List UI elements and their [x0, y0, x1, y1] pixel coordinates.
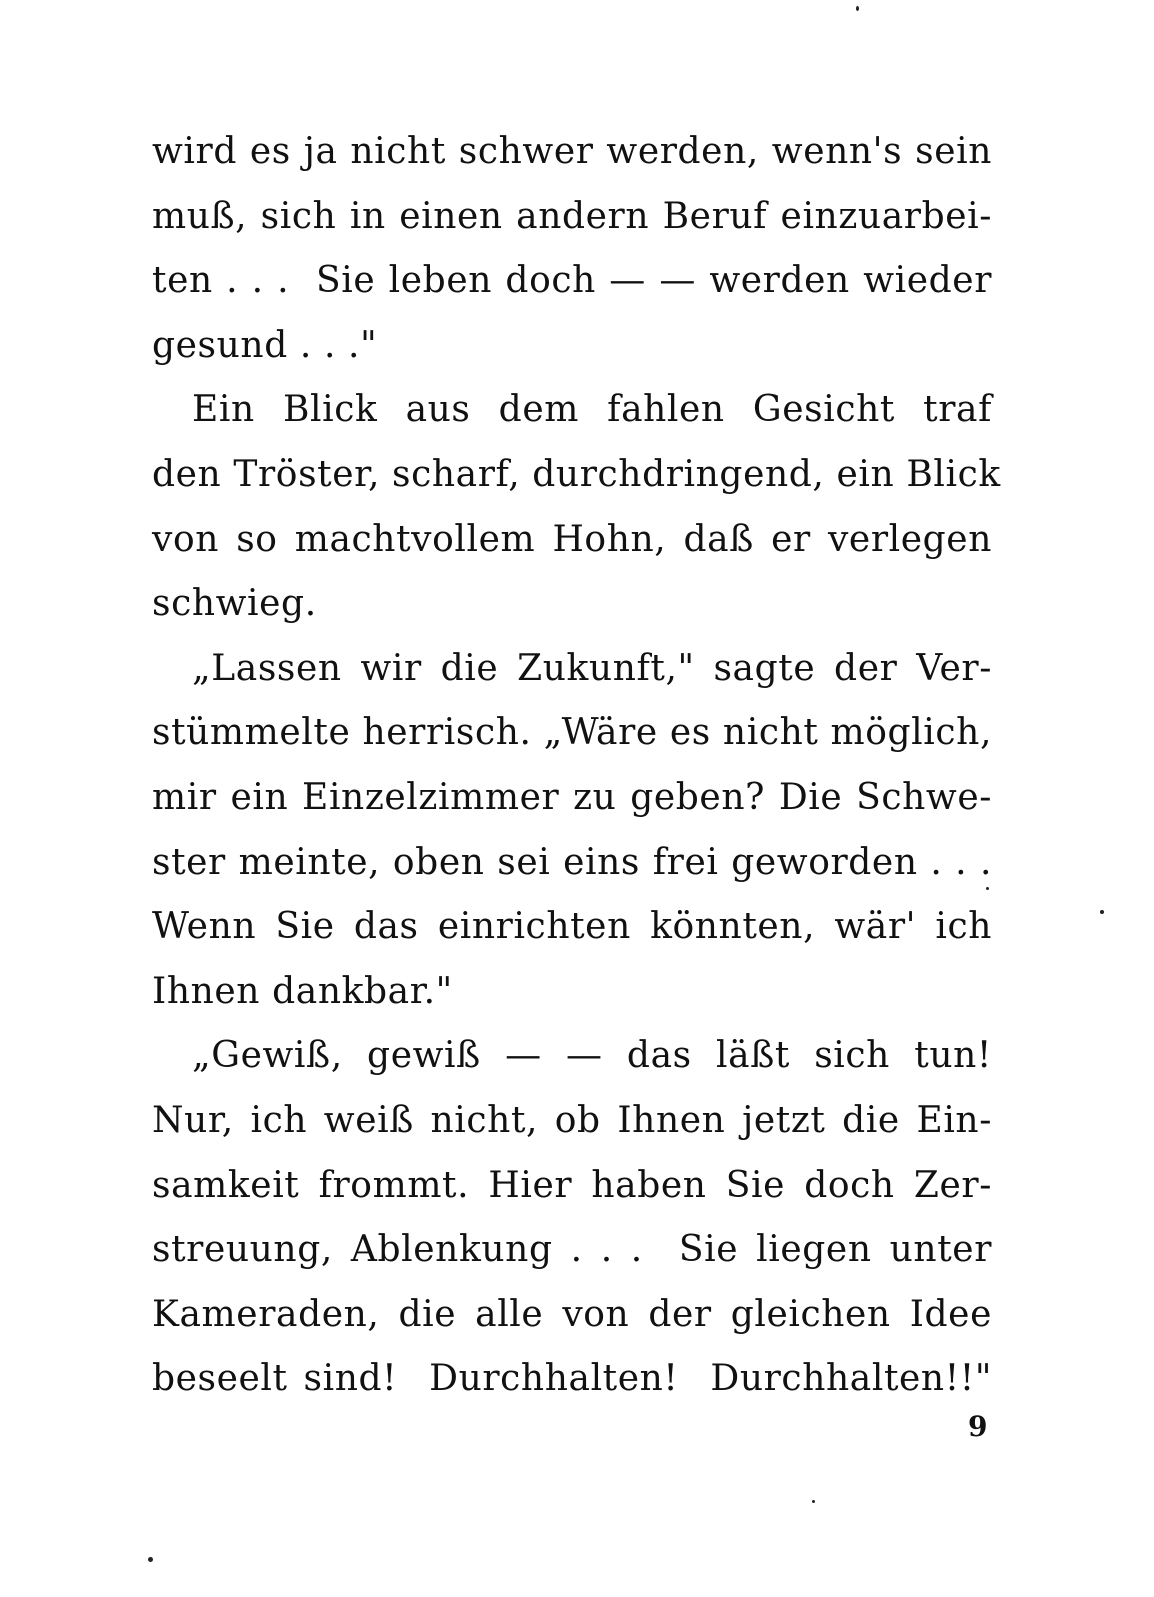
text-line: stümmelte herrisch. „Wäre es nicht möglich, [152, 712, 992, 754]
scan-speck [856, 6, 859, 11]
text-line: gesund . . ." [152, 324, 378, 366]
text-line: den Tröster, scharf, durchdringend, ein Blick [152, 453, 1001, 495]
text-line: von so machtvollem Hohn, daß er verlegen [152, 518, 992, 560]
text-line: Nur, ich weiß nicht, ob Ihnen jetzt die Ein- [152, 1099, 992, 1141]
text-line: Wenn Sie das einrichten könnten, wär' ich [152, 906, 992, 948]
body-text [152, 120, 1001, 1412]
text-line: wird es ja nicht schwer werden, wenn's sein [152, 131, 992, 172]
text-line: Kameraden, die alle von der gleichen Idee [152, 1293, 992, 1335]
scan-speck [986, 887, 989, 890]
text-line: schwieg. [152, 583, 317, 625]
scan-speck [148, 1557, 153, 1562]
text-line: samkeit frommt. Hier haben Sie doch Zer- [152, 1164, 992, 1206]
text-line: beseelt sind! Durchhalten! Durchhalten!!" [152, 1358, 992, 1400]
text-line: mir ein Einzelzimmer zu geben? Die Schwe- [152, 776, 992, 818]
scan-speck [1100, 910, 1104, 914]
text-line: ten . . . Sie leben doch — — werden wieder [152, 260, 992, 302]
scan-speck [812, 1500, 815, 1503]
text-line: muß, sich in einen andern Beruf einzuarbei- [152, 195, 992, 237]
text-line: streuung, Ablenkung . . . Sie liegen unter [152, 1229, 992, 1271]
text-line: „Gewiß, gewiß — — das läßt sich tun! [192, 1035, 992, 1077]
text-line: ster meinte, oben sei eins frei geworden . . . [152, 841, 992, 883]
text-line: „Lassen wir die Zukunft," sagte der Ver- [192, 647, 992, 689]
page-number: 9 [968, 1410, 988, 1443]
text-line: Ein Blick aus dem fahlen Gesicht traf [192, 389, 992, 431]
text-line: Ihnen dankbar." [152, 970, 453, 1012]
